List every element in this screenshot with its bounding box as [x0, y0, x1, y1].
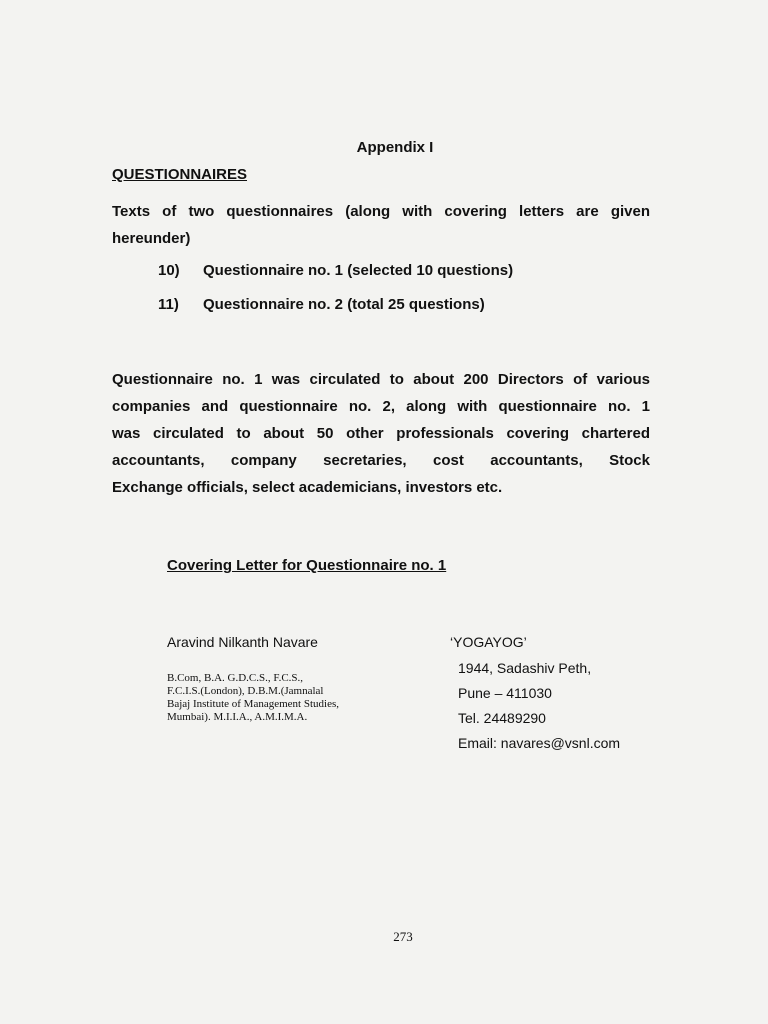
page-number: 273: [393, 929, 413, 944]
qualification-line: F.C.I.S.(London), D.B.M.(Jamnalal: [167, 685, 324, 697]
sender-qualifications: [167, 672, 387, 724]
page-title: Appendix I: [356, 139, 434, 156]
list-item: [158, 262, 513, 279]
qualification-line: B.Com, B.A. G.D.C.S., F.C.S.,: [167, 672, 304, 684]
list-item-number: 11): [158, 296, 179, 313]
intro-text: Texts of two questionnaires (along with covering letters are given hereunder): [112, 203, 650, 247]
paragraph-line: Exchange officials, select academicians, investors etc.: [112, 479, 503, 496]
paragraph-line: accountants, company secretaries, cost accountants, Stock: [112, 452, 650, 469]
address-email: Email: navares@vsnl.com: [458, 735, 621, 751]
circulation-paragraph: [112, 366, 650, 501]
qualification-line: Bajaj Institute of Management Studies,: [167, 698, 339, 710]
address-city: Pune – 411030: [458, 685, 552, 701]
list-item-number: 10): [158, 262, 180, 279]
paragraph-line: companies and questionnaire no. 2, along with questionnaire no. 1: [112, 398, 650, 415]
list-item: [158, 296, 485, 313]
list-item-text: Questionnaire no. 2 (total 25 questions): [203, 296, 485, 313]
paragraph-line: was circulated to about 50 other professionals covering chartered: [112, 425, 650, 442]
section-heading: QUESTIONNAIRES: [112, 166, 248, 183]
covering-letter-heading: Covering Letter for Questionnaire no. 1: [167, 557, 447, 574]
address-house-name: ‘YOGAYOG’: [450, 634, 527, 650]
qualification-line: Mumbai). M.I.I.A., A.M.I.M.A.: [167, 711, 308, 723]
sender-name: Aravind Nilkanth Navare: [167, 634, 318, 650]
address-telephone: Tel. 24489290: [458, 710, 546, 726]
list-item-text: Questionnaire no. 1 (selected 10 questions): [203, 262, 514, 279]
paragraph-line: Questionnaire no. 1 was circulated to about 200 Directors of various: [112, 371, 650, 388]
address-street: 1944, Sadashiv Peth,: [458, 660, 592, 676]
